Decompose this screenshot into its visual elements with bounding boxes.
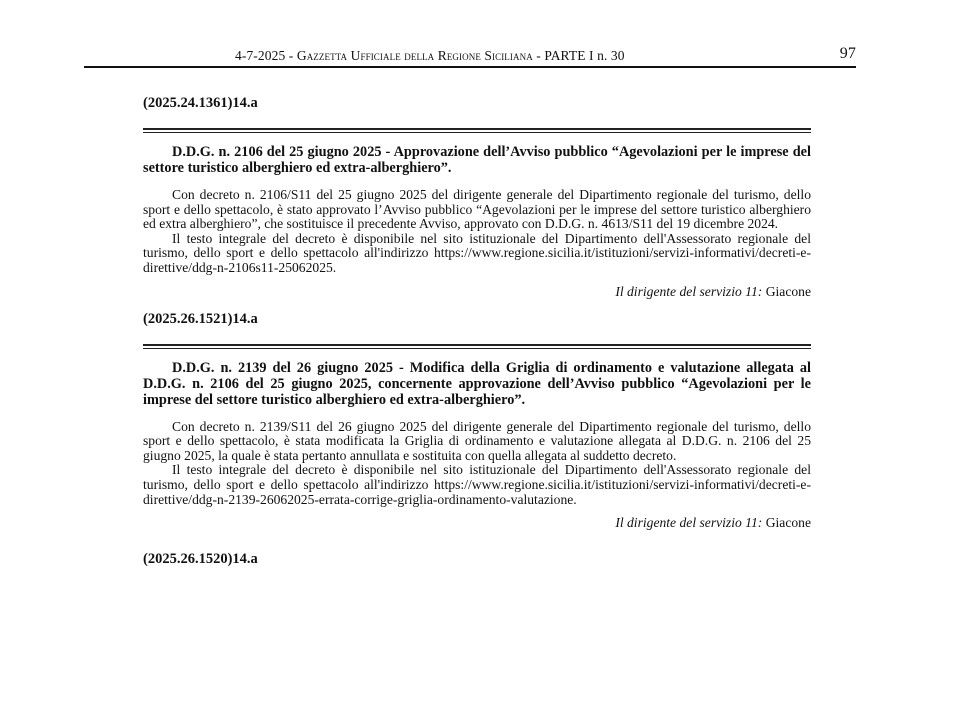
- signature-role: Il dirigente del servizio 11:: [615, 283, 763, 299]
- gazette-page: [143, 44, 856, 568]
- header-date: 4-7-2025: [235, 48, 286, 63]
- header-line: [235, 48, 625, 64]
- entry-separator: [143, 128, 811, 133]
- page-number: 97: [839, 45, 856, 62]
- entry-code: (2025.24.1361)14.a: [143, 95, 258, 111]
- decree-paragraph: Con decreto n. 2139/S11 del 26 giugno 2025 del dirigente generale del Dipartimento regionale del turismo, dello sport e dello spettacolo, è stata modificata la Griglia di ordinamento e valutazione allegata al D.D.G. n. 2106 del 25 giugno 2025, la quale è stata pertanto annullata e sostituita con quella allegata al suddetto decreto.: [143, 418, 811, 463]
- header-part: PARTE I: [544, 48, 594, 63]
- decree-paragraph: Il testo integrale del decreto è disponibile nel sito istituzionale del Dipartimento dell'Assessorato regionale del turismo, dello sport e dello spettacolo all'indirizzo https://www.regione.sicilia.it/istituzioni/servizi-informativi/decreti-e-direttive/ddg-n-2139-26062025-errata-corrige-griglia-ordinamento-valutazione.: [143, 462, 811, 507]
- signature: [143, 515, 811, 531]
- decree-paragraph: Con decreto n. 2106/S11 del 25 giugno 2025 del dirigente generale del Dipartimento regionale del turismo, dello sport e dello spettacolo, è stato approvato l’Avviso pubblico “Agevolazioni per le imprese del settore turistico alberghiero ed extra alberghiero”, che sostituisce il precedente Avviso, approvato con D.D.G. n. 4613/S11 del 19 dicembre 2024.: [143, 187, 811, 232]
- header-separator: -: [285, 48, 297, 63]
- signature-name: Giacone: [765, 283, 811, 299]
- decree-title: D.D.G. n. 2139 del 26 giugno 2025 - Modifica della Griglia di ordinamento e valutazione allegata al D.D.G. n. 2106 del 25 giugno 2025, concernente approvazione dell’Avviso pubblico “Agevolazioni per le imprese del settore turistico alberghiero ed extra-alberghiero”.: [143, 359, 811, 408]
- signature: [143, 284, 811, 300]
- header-separator: -: [532, 48, 545, 63]
- entry-code: (2025.26.1520)14.a: [143, 551, 258, 568]
- entry-separator: [143, 344, 811, 349]
- running-header: [143, 44, 856, 66]
- entry-code: (2025.26.1521)14.a: [143, 310, 258, 327]
- header-rule: [84, 66, 856, 68]
- signature-name: Giacone: [765, 515, 811, 531]
- decree-title: D.D.G. n. 2106 del 25 giugno 2025 - Approvazione dell’Avviso pubblico “Agevolazioni per le imprese del settore turistico alberghiero ed extra-alberghiero”.: [143, 144, 811, 176]
- decree-paragraph: Il testo integrale del decreto è disponibile nel sito istituzionale del Dipartimento dell'Assessorato regionale del turismo, dello sport e dello spettacolo all'indirizzo https://www.regione.sicilia.it/istituzioni/servizi-informativi/decreti-e-direttive/ddg-n-2106s11-25062025.: [143, 230, 811, 275]
- header-issue-number: n. 30: [597, 48, 625, 63]
- signature-role: Il dirigente del servizio 11:: [615, 515, 763, 531]
- header-gazette-name: Gazzetta Ufficiale della Regione Siciliana: [296, 48, 533, 63]
